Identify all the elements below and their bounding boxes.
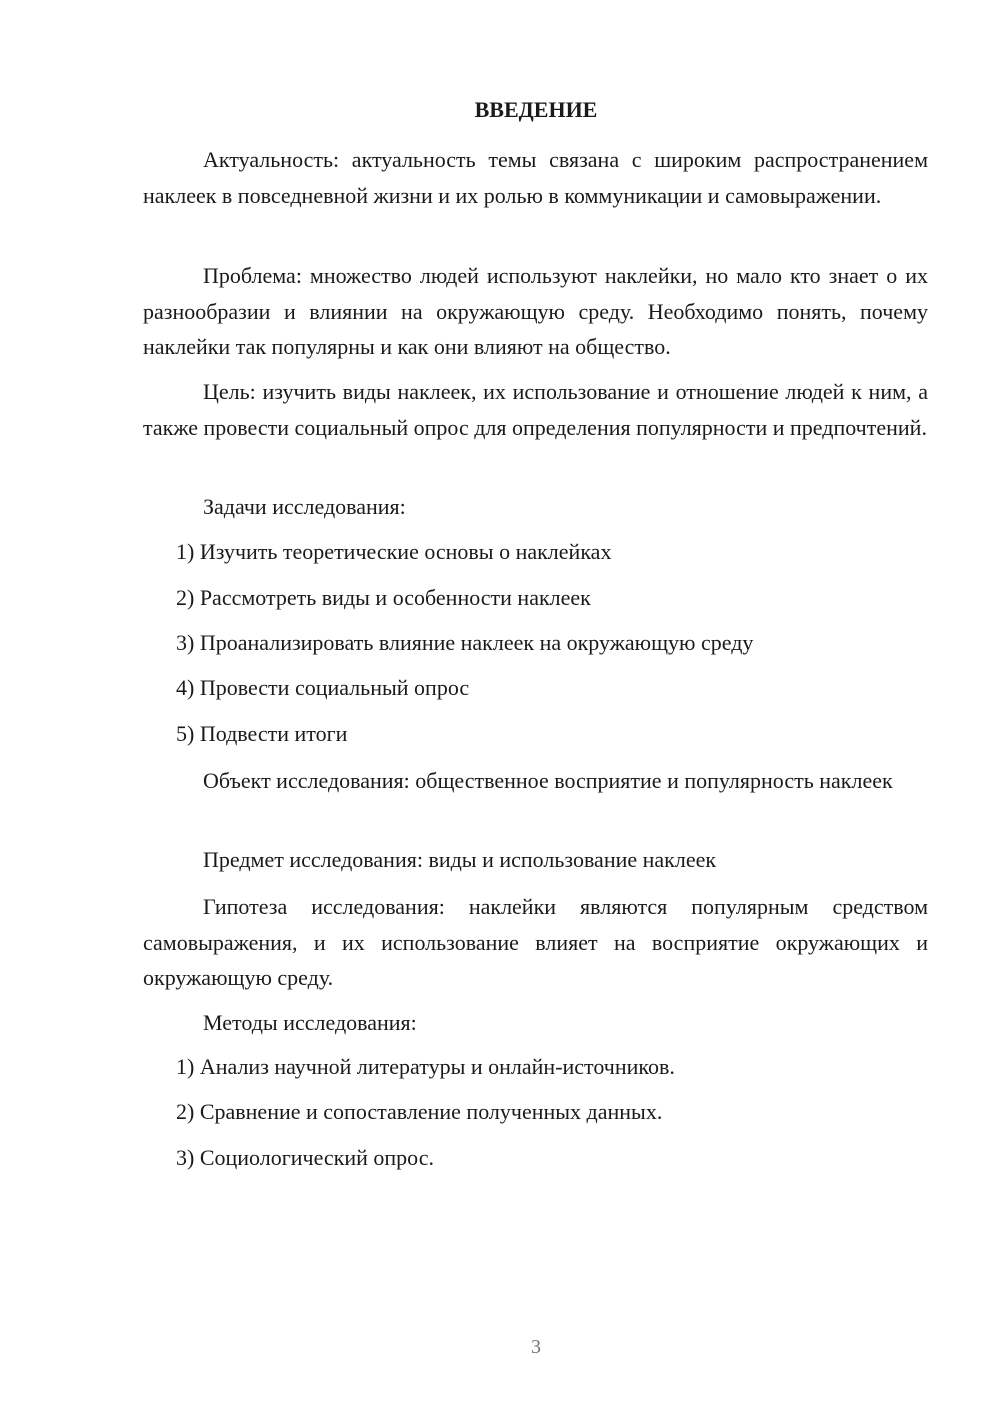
task-item-2: 2) Рассмотреть виды и особенности наклеек <box>176 585 591 610</box>
tasks-heading: Задачи исследования: <box>203 494 406 519</box>
task-item-4: 4) Провести социальный опрос <box>176 675 470 700</box>
method-item-3: 3) Социологический опрос. <box>176 1145 434 1170</box>
actuality-paragraph: Актуальность: актуальность темы связана с широким распространением наклеек в повседневной жизни и их ролью в коммуникации и самовыражении. <box>143 147 928 208</box>
task-item-3: 3) Проанализировать влияние наклеек на окружающую среду <box>176 630 754 655</box>
methods-heading: Методы исследования: <box>203 1010 417 1035</box>
problem-paragraph: Проблема: множество людей используют наклейки, но мало кто знает о их разнообразии и влиянии на окружающую среду. Необходимо понять, почему наклейки так популярны и как они влияют на общество. <box>143 263 928 359</box>
method-item-2: 2) Сравнение и сопоставление полученных данных. <box>176 1099 663 1124</box>
task-item-5: 5) Подвести итоги <box>176 721 348 746</box>
method-item-1: 1) Анализ научной литературы и онлайн-источников. <box>176 1054 675 1079</box>
goal-paragraph: Цель: изучить виды наклеек, их использование и отношение людей к ним, а также провести социальный опрос для определения популярности и предпочтений. <box>143 379 928 440</box>
page-title: ВВЕДЕНИЕ <box>474 97 598 122</box>
task-item-1: 1) Изучить теоретические основы о наклейках <box>176 539 612 564</box>
subject-paragraph: Предмет исследования: виды и использование наклеек <box>203 847 717 872</box>
hypothesis-paragraph: Гипотеза исследования: наклейки являются популярным средством самовыражения, и их использование влияет на восприятие окружающих и окружающую среду. <box>143 894 928 990</box>
page-number: 3 <box>531 1336 541 1358</box>
object-paragraph: Объект исследования: общественное восприятие и популярность наклеек <box>203 768 893 793</box>
